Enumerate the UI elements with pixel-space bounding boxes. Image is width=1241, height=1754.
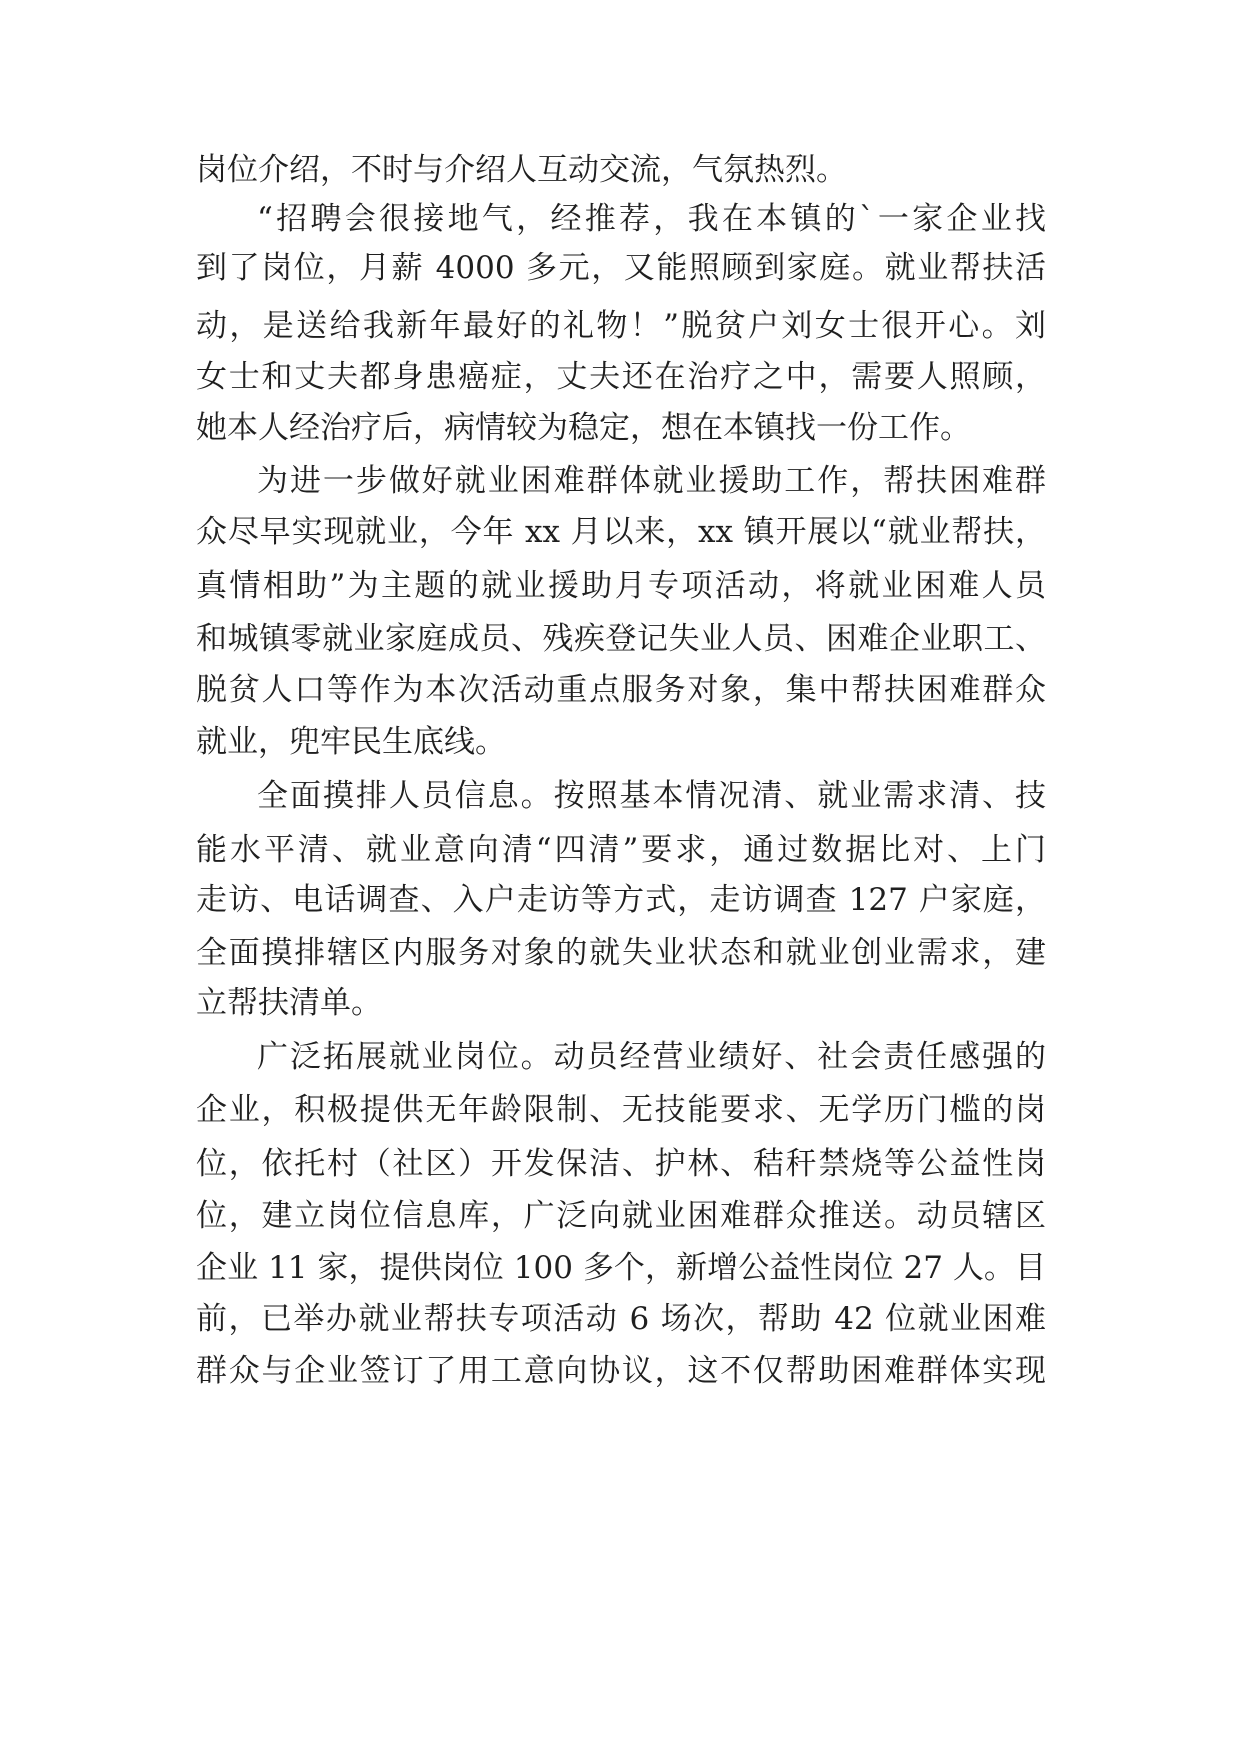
text-line: 她本人经治疗后，病情较为稳定，想在本镇找一份工作。 <box>196 410 971 446</box>
text-line: 广泛拓展就业岗位。动员经营业绩好、社会责任感强的 <box>257 1039 1046 1075</box>
text-line: 能水平清、就业意向清“四清”要求，通过数据比对、上门 <box>196 832 1046 868</box>
text-line: 和城镇零就业家庭成员、残疾登记失业人员、困难企业职工、 <box>196 621 1046 657</box>
text-line: 动，是送给我新年最好的礼物！”脱贫户刘女士很开心。刘 <box>196 308 1046 344</box>
text-line: 脱贫人口等作为本次活动重点服务对象，集中帮扶困难群众 <box>196 672 1046 708</box>
text-line: 全面摸排辖区内服务对象的就失业状态和就业创业需求，建 <box>196 935 1046 971</box>
text-line: 前，已举办就业帮扶专项活动 6 场次，帮助 42 位就业困难 <box>196 1301 1046 1337</box>
text-line: 真情相助”为主题的就业援助月专项活动，将就业困难人员 <box>196 568 1046 604</box>
text-line: 女士和丈夫都身患癌症，丈夫还在治疗之中，需要人照顾， <box>196 359 1046 395</box>
text-line: 群众与企业签订了用工意向协议，这不仅帮助困难群体实现 <box>196 1353 1046 1389</box>
text-line: 到了岗位，月薪 4000 多元，又能照顾到家庭。就业帮扶活 <box>196 250 1046 286</box>
text-line: 为进一步做好就业困难群体就业援助工作，帮扶困难群 <box>257 463 1046 499</box>
text-line: 位，依托村（社区）开发保洁、护林、秸秆禁烧等公益性岗 <box>196 1146 1046 1182</box>
text-line: 就业，兜牢民生底线。 <box>196 724 506 760</box>
text-line: 全面摸排人员信息。按照基本情况清、就业需求清、技 <box>257 778 1046 814</box>
text-line: 立帮扶清单。 <box>196 985 382 1021</box>
text-line: 位，建立岗位信息库，广泛向就业困难群众推送。动员辖区 <box>196 1198 1046 1234</box>
text-line: 企业 11 家，提供岗位 100 多个，新增公益性岗位 27 人。目 <box>196 1250 1046 1286</box>
text-line: 众尽早实现就业，今年 xx 月以来，xx 镇开展以“就业帮扶， <box>196 514 1046 550</box>
text-line: 企业，积极提供无年龄限制、无技能要求、无学历门槛的岗 <box>196 1092 1046 1128</box>
text-line: “招聘会很接地气，经推荐，我在本镇的`一家企业找 <box>257 201 1046 237</box>
text-line: 走访、电话调查、入户走访等方式，走访调查 127 户家庭， <box>196 882 1046 918</box>
text-line: 岗位介绍，不时与介绍人互动交流，气氛热烈。 <box>196 152 847 188</box>
